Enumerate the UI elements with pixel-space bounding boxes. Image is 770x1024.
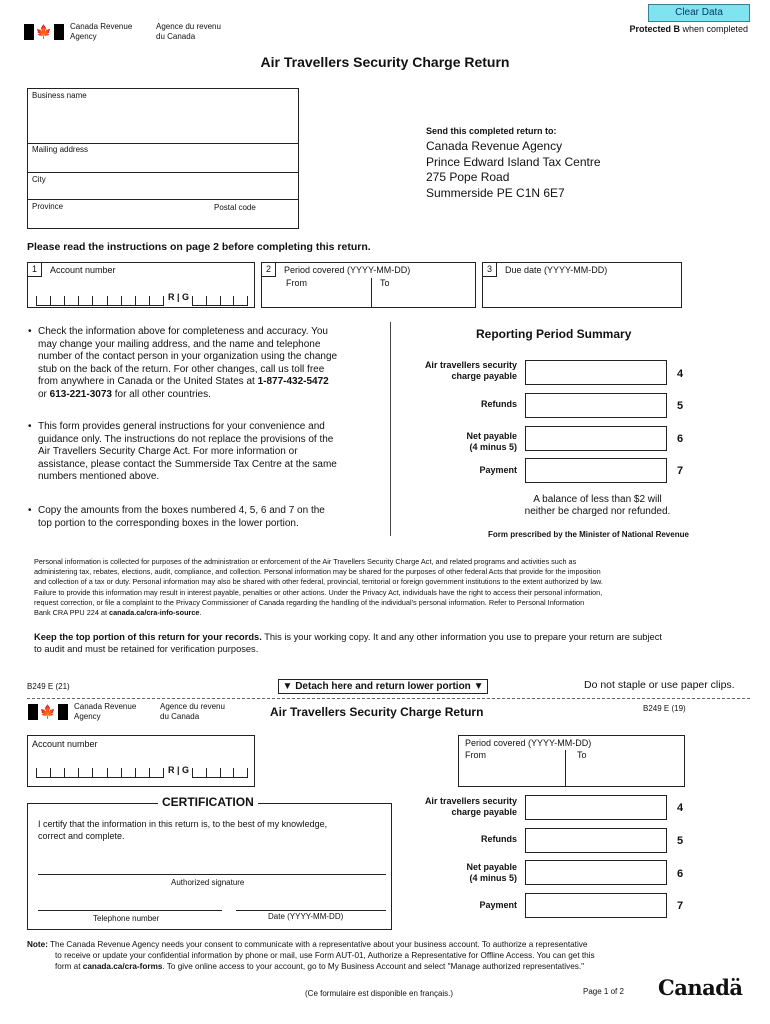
bullet-icon: • [28, 421, 32, 432]
lower-atsc-payable-label: Air travellers security charge payable [424, 796, 517, 817]
date-line[interactable] [236, 910, 386, 911]
form-title: Air Travellers Security Charge Return [260, 54, 510, 70]
lower-line-4-number: 4 [677, 802, 684, 814]
form-prescribed-notice: Form prescribed by the Minister of National Revenue [488, 530, 689, 539]
lower-payment-label: Payment [479, 900, 517, 910]
certification-box [27, 795, 392, 930]
lower-refunds-label: Refunds [481, 834, 517, 844]
canada-wordmark-logo: Canadä [658, 975, 743, 1000]
lower-account-number-box[interactable] [27, 735, 255, 787]
signature-line[interactable] [38, 874, 386, 875]
postal-code-label: Postal code [214, 203, 256, 212]
program-digit-ticks [192, 296, 248, 306]
instruction-general: This form provides general instructions for your convenience and guidance only. The instructions do not replace the provisions of the Air Travellers Security Charge Act. For more information or assistance, please contact the Summerside Tax Centre at the same numbers mentioned above. [38, 421, 337, 482]
form-code-lower: B249 E (19) [643, 704, 686, 713]
protected-b-label: Protected B [629, 24, 680, 34]
business-name-label: Business name [32, 91, 87, 100]
canada-flag-icon: 🍁 [28, 704, 68, 720]
payment-input-lower[interactable] [525, 893, 667, 918]
address-line-2: Prince Edward Island Tax Centre [426, 154, 601, 169]
atsc-payable-label: Air travellers security charge payable [424, 360, 517, 381]
refunds-input-top[interactable] [525, 393, 667, 418]
info-source-link[interactable]: canada.ca/cra-info-source [109, 608, 200, 618]
account-number-label: Account number [50, 265, 116, 275]
representative-note: Note: The Canada Revenue Agency needs your consent to communicate with a representative about your business account. To authorize a representative to receive or update your confidential information by phone or mail, use Form AUT-01, Authorize a Representative for Offline Access. You can get this form at canada.ca/cra-forms. To give online access to your account, go to My Business Account and select "Manage authorized representatives." [27, 940, 595, 972]
net-payable-input-lower[interactable] [525, 860, 667, 885]
telephone-number-label: Telephone number [93, 914, 160, 923]
lower-net-payable-label: Net payable (4 minus 5) [466, 862, 517, 883]
atsc-payable-input-top[interactable] [525, 360, 667, 385]
lower-account-number-label: Account number [32, 739, 98, 749]
line-6-number: 6 [677, 433, 684, 445]
net-payable-input-top[interactable] [525, 426, 667, 451]
account-digit-ticks [36, 296, 164, 306]
protected-b-notice [629, 24, 748, 34]
account-number-box[interactable] [27, 262, 255, 308]
line-7-number: 7 [677, 465, 684, 477]
telephone-line[interactable] [38, 910, 222, 911]
column-divider [390, 322, 391, 536]
certification-title: CERTIFICATION [158, 795, 258, 809]
keep-records-notice: Keep the top portion of this return for your records. This is your working copy. It and any other information you use to prepare your return are subject to audit and must be retained for verification purposes. [34, 632, 662, 654]
read-instructions-notice: Please read the instructions on page 2 before completing this return. [27, 241, 371, 253]
identification-box [27, 88, 299, 229]
payment-label: Payment [479, 465, 517, 475]
lower-period-from-label: From [465, 750, 486, 760]
lower-line-5-number: 5 [677, 835, 684, 847]
french-availability-notice: (Ce formulaire est disponible en français.) [305, 989, 454, 998]
clear-data-button[interactable]: Clear Data [648, 4, 750, 22]
atsc-payable-input-lower[interactable] [525, 795, 667, 820]
refunds-input-lower[interactable] [525, 828, 667, 853]
address-line-3: 275 Pope Road [426, 170, 510, 184]
box-2-number: 2 [262, 263, 276, 277]
lower-program-digit-ticks [192, 768, 248, 778]
lower-period-covered-box[interactable] [458, 735, 685, 787]
canada-flag-icon: 🍁 [24, 24, 64, 40]
due-date-box[interactable] [482, 262, 682, 308]
detach-here-label: ▼ Detach here and return lower portion ▼ [278, 679, 488, 694]
form-code-top: B249 E (21) [27, 682, 70, 691]
agency-name-fr-lower: Agence du revenu du Canada [160, 702, 225, 721]
province-label: Province [32, 202, 64, 211]
privacy-statement: Personal information is collected for purposes of the administration or enforcement of the Air Travellers Security Charge Act, and related programs and activities such as administering tax, rebates, elections, audit, compliance, and collection. Personal information may be shared for the purposes of other federal Acts that provide for the imposition and collection of a tax or duty. Personal information may also be shared with other federal, provincial, territorial or foreign government institutions to the extent authorized by law. Failure to provide this information may result in interest payable, penalties or other actions. Under the Privacy Act, individuals have the right to access their personal information, request correction, or file a complaint to the Privacy Commissioner of Canada regarding the handling of the individual's personal information. Refer to Personal Information Bank CRA PPU 224 at canada.ca/cra-info-source. [34, 557, 603, 618]
bullet-icon: • [28, 505, 32, 516]
period-covered-box[interactable] [261, 262, 476, 308]
line-4-number: 4 [677, 368, 684, 380]
address-line-4: Summerside PE C1N 6E7 [426, 185, 565, 200]
lower-line-6-number: 6 [677, 868, 684, 880]
agency-fr-line1: Agence du revenu [156, 22, 221, 31]
instruction-check-info: Check the information above for completeness and accuracy. You may change your mailing address, and the name and telephone number of the contact person in your organization using the change stub on the back of the return. For other changes, call us toll free from anywhere in Canada or the United States at 1-877-432-5472 or 613-221-3073 for all other countries. [38, 326, 338, 400]
lower-rg-label: R | G [168, 765, 190, 775]
lower-form-title: Air Travellers Security Charge Return [270, 705, 484, 719]
address-line-1: Canada Revenue Agency [426, 139, 563, 153]
lower-period-to-label: To [577, 750, 587, 760]
bullet-icon: • [28, 326, 32, 337]
period-covered-label: Period covered (YYYY-MM-DD) [284, 265, 411, 275]
due-date-label: Due date (YYYY-MM-DD) [505, 265, 608, 275]
balance-note: A balance of less than $2 will neither be charged nor refunded. [524, 494, 671, 517]
rg-label: R | G [168, 292, 190, 302]
line-5-number: 5 [677, 400, 684, 412]
agency-en-line1: Canada Revenue [70, 22, 133, 31]
agency-name-en [70, 22, 132, 42]
certification-statement: I certify that the information in this return is, to the best of my knowledge, correct and complete. [38, 819, 328, 841]
period-from-label: From [286, 278, 307, 288]
authorized-signature-label: Authorized signature [171, 878, 245, 887]
reporting-summary-title: Reporting Period Summary [476, 327, 632, 341]
detach-dashed-line [27, 698, 750, 699]
agency-name-fr [156, 22, 221, 42]
city-label: City [32, 175, 46, 184]
lower-account-digit-ticks [36, 768, 164, 778]
payment-input-top[interactable] [525, 458, 667, 483]
cra-forms-link[interactable]: canada.ca/cra-forms [82, 962, 163, 972]
mailing-address-label: Mailing address [32, 145, 89, 154]
lower-line-7-number: 7 [677, 900, 684, 912]
send-to-label: Send this completed return to: [426, 126, 557, 136]
box-1-number: 1 [28, 263, 42, 277]
page-number: Page 1 of 2 [583, 987, 624, 996]
refunds-label: Refunds [481, 399, 517, 409]
agency-fr-line2: du Canada [156, 32, 196, 41]
agency-en-line2: Agency [70, 32, 97, 41]
no-staple-notice: Do not staple or use paper clips. [584, 679, 735, 691]
net-payable-label: Net payable (4 minus 5) [466, 431, 517, 452]
send-to-address [426, 139, 601, 201]
instruction-copy-amounts: Copy the amounts from the boxes numbered 4, 5, 6 and 7 on the top portion to the corresponding boxes in the lower portion. [38, 505, 325, 529]
date-label: Date (YYYY-MM-DD) [268, 912, 344, 921]
period-to-label: To [380, 278, 390, 288]
lower-period-covered-label: Period covered (YYYY-MM-DD) [465, 738, 592, 748]
box-3-number: 3 [483, 263, 497, 277]
protected-b-rest: when completed [679, 24, 748, 34]
agency-name-en-lower: Canada Revenue Agency [74, 702, 137, 721]
